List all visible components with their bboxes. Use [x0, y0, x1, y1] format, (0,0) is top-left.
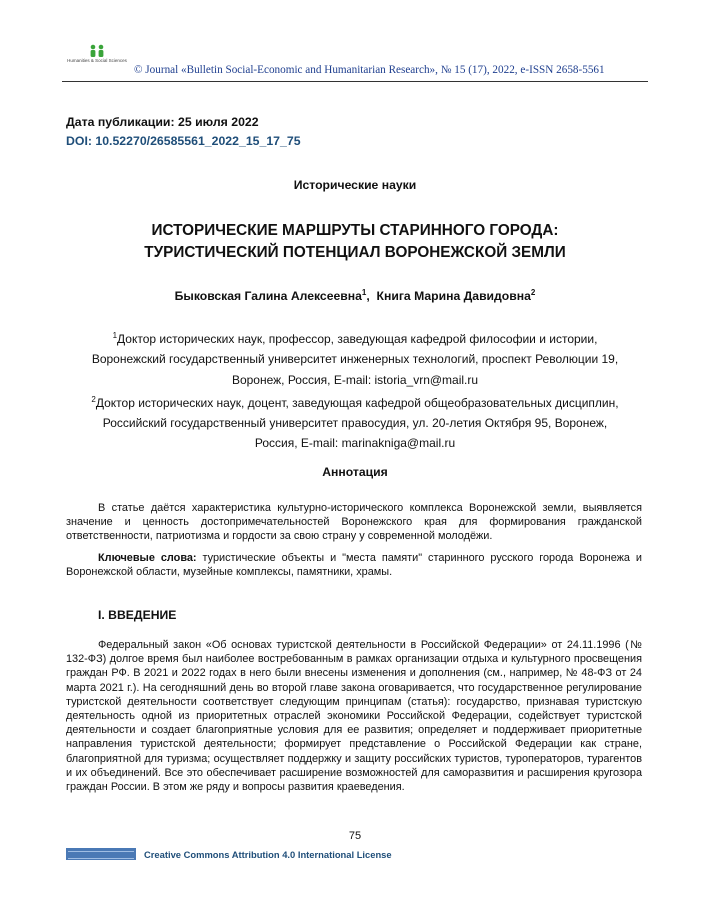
publication-date: Дата публикации: 25 июля 2022 [66, 115, 259, 129]
abstract-text: В статье даётся характеристика культурно-исторического комплекса Воронежской земли, выявляется значение и ценность достопримечательностей Воронежского края для формирования гражданской ответственности, патриотизма и гордости за свою страну у современной молодёжи. [66, 502, 642, 543]
header-divider [62, 81, 648, 82]
journal-logo [66, 44, 128, 76]
affiliation-1-line-1 [62, 326, 648, 349]
author-2-mark: 2 [530, 288, 536, 297]
affiliation-2-line-2: Российский государственный университет правосудия, ул. 20-летия Октября 95, Воронеж, [102, 416, 608, 431]
affiliation-2-line-1 [62, 390, 648, 413]
people-logo-icon [88, 44, 106, 58]
affiliation-2-mark: 2 [91, 394, 96, 404]
authors [62, 288, 648, 303]
article-title [62, 220, 648, 264]
keywords-text: туристические объекты и "места памяти" старинного русского города Воронежа и Воронежской области, музейные комплексы, памятники, храмы. [66, 552, 642, 579]
cc-license-badge-icon[interactable] [66, 848, 136, 860]
keywords-label: Ключевые слова: [98, 552, 197, 564]
page-number: 75 [348, 830, 362, 842]
intro-paragraph: Федеральный закон «Об основах туристской деятельности в Российской Федерации» от 24.11.1996 (№ 132-ФЗ) долгое время был наиболее востребованным в рамках организации отдыха и культурного просвещения граждан РФ. В 2021 и 2022 годах в него были внесены изменения и дополнения (см., например, № 48-ФЗ от 24 марта 2021 г.). На сегодняшний день во второй главе закона оговаривается, что государственное регулирование туристской деятельности соответствует следующим принципам (статья): государство, признавая туристскую деятельность одной из приоритетных отраслей экономики Российской Федерации, содействует туристской деятельности и создает благоприятные условия для ее развития; определяет и поддерживает приоритетные направления туристской деятельности; формирует представление о Российской Федерации как стране, благоприятной для туризма; осуществляет поддержку и защиту российских туристов, туроператоров, турагентов и их объединений. Все это обеспечивает расширение возможностей для саморазвития и расширения кругозора граждан России. В этом же ряду и вопросы развития краеведения. [66, 639, 642, 794]
affiliations [62, 326, 648, 454]
author-1-mark: 1 [361, 288, 367, 297]
title-line-1: ИСТОРИЧЕСКИЕ МАРШРУТЫ СТАРИННОГО ГОРОДА: [151, 222, 559, 239]
author-2-name: Книга Марина Давидовна [376, 289, 531, 304]
affiliation-2-line-3: Россия, E-mail: marinakniga@mail.ru [254, 436, 456, 451]
journal-citation-line: © Journal «Bulletin Social-Economic and Humanitarian Research», № 15 (17), 2022, e-ISSN 2658-5561 [134, 64, 605, 76]
license-link[interactable]: Creative Commons Attribution 4.0 International License [144, 849, 392, 860]
abstract-heading: Аннотация [322, 465, 388, 479]
keywords [66, 551, 642, 579]
logo-text: Humanities & Social Sciences [67, 58, 127, 63]
intro-heading: I. ВВЕДЕНИЕ [98, 608, 177, 622]
doi-link[interactable]: DOI: 10.52270/26585561_2022_15_17_75 [66, 134, 301, 148]
affiliation-1-text: Доктор исторических наук, профессор, заведующая кафедрой философии и истории, [117, 332, 598, 346]
author-separator: , [366, 289, 377, 304]
affiliation-1-line-3: Воронеж, Россия, E-mail: istoria_vrn@mail.ru [231, 372, 479, 387]
section-heading: Исторические науки [293, 178, 417, 192]
affiliation-1-mark: 1 [112, 331, 118, 340]
author-1-name: Быковская Галина Алексеевна [174, 289, 362, 304]
affiliation-2-text: Доктор исторических наук, доцент, заведующая кафедрой общеобразовательных дисциплин, [95, 395, 619, 410]
affiliation-1-line-2: Воронежский государственный университет инженерных технологий, проспект Революции 19, [91, 352, 619, 367]
title-line-2: ТУРИСТИЧЕСКИЙ ПОТЕНЦИАЛ ВОРОНЕЖСКОЙ ЗЕМЛИ [144, 244, 566, 261]
